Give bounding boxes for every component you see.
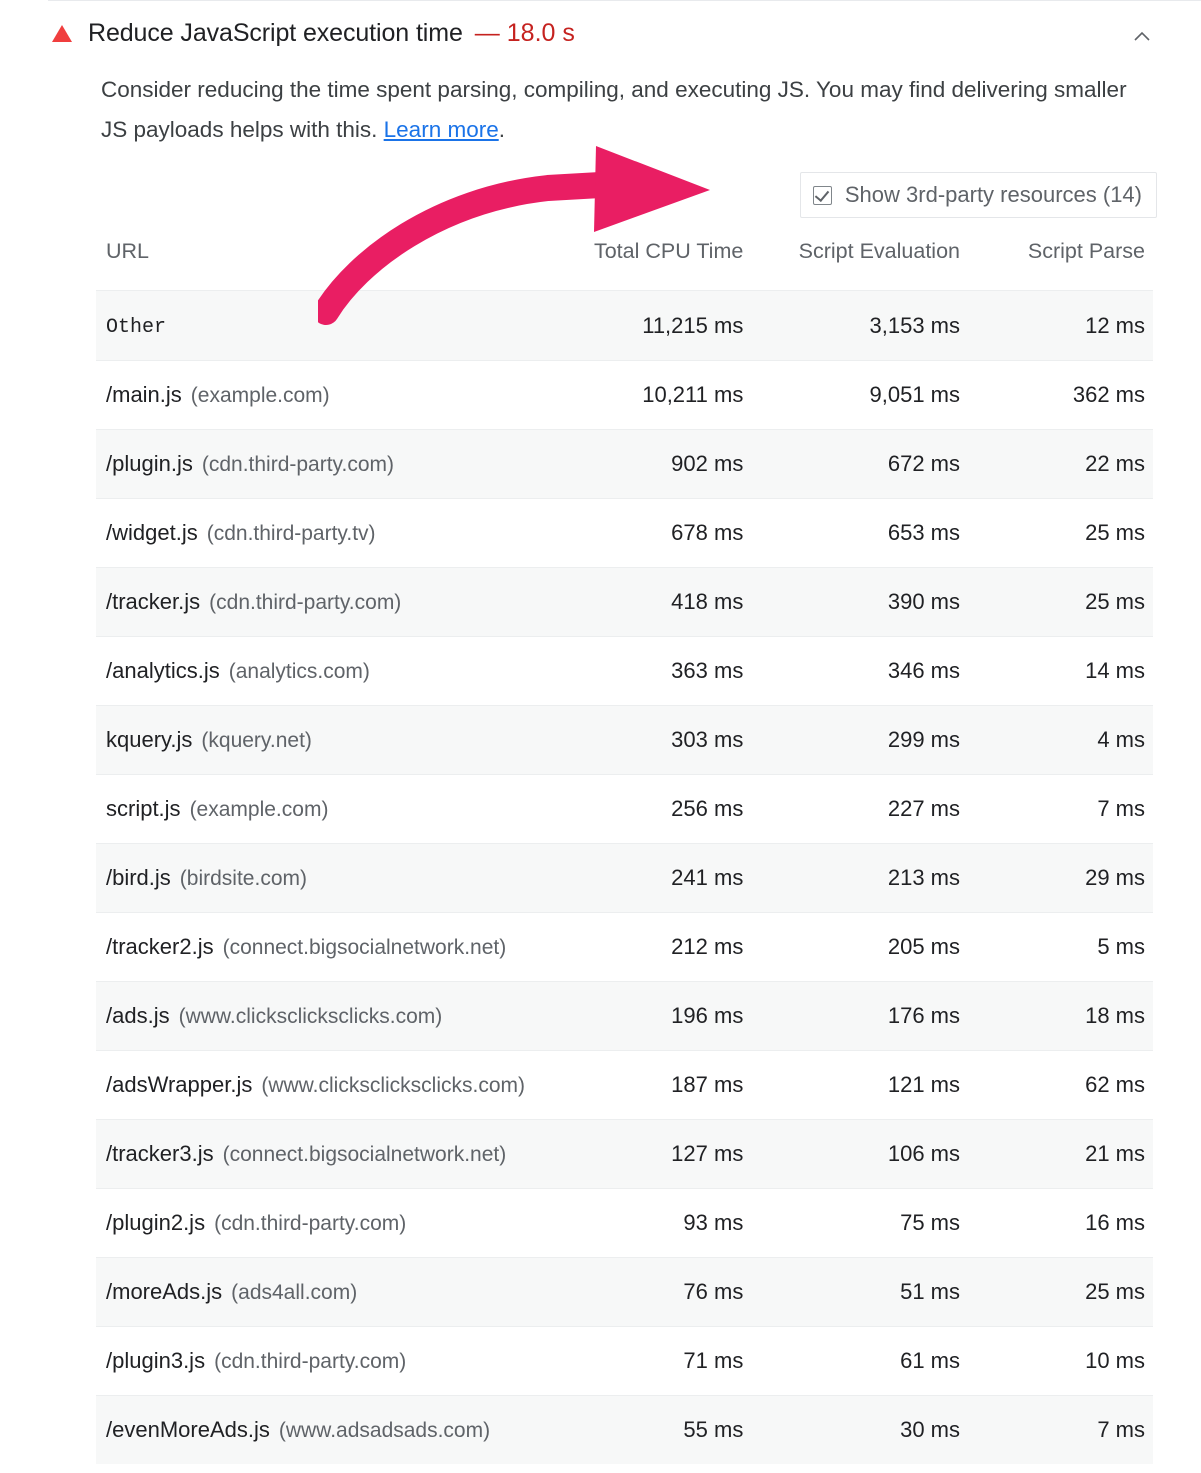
resource-host: (www.adsadsads.com) (278, 1419, 491, 1442)
cpu-table (96, 218, 1153, 1464)
audit-description-text: Consider reducing the time spent parsing, compiling, and executing JS. You may find delivering smaller JS payloads helps with this. (101, 77, 1127, 142)
resource-url: /tracker3.js (106, 1141, 214, 1166)
cell-script-parse: 362 ms (968, 361, 1153, 430)
checkbox-checked-icon[interactable] (813, 186, 832, 205)
cell-total-cpu-time: 76 ms (566, 1258, 751, 1327)
resource-host: (cdn.third-party.com) (209, 591, 402, 614)
resource-host: (connect.bigsocialnetwork.net) (222, 1143, 507, 1166)
table-header-row (96, 218, 1153, 291)
cell-script-evaluation: 299 ms (751, 706, 968, 775)
cell-total-cpu-time: 256 ms (566, 775, 751, 844)
table-row (96, 844, 1153, 913)
audit-dash: — (474, 18, 500, 47)
audit-header[interactable] (0, 0, 1201, 60)
page-title: Reduce JavaScript execution time (88, 19, 463, 47)
cell-url (96, 1258, 566, 1327)
cell-url (96, 1327, 566, 1396)
cell-script-parse: 12 ms (968, 291, 1153, 361)
table-row (96, 775, 1153, 844)
cell-script-parse: 14 ms (968, 637, 1153, 706)
cell-url (96, 1396, 566, 1465)
show-third-party-resources-label: Show 3rd-party resources (14) (844, 182, 1142, 207)
cpu-table-container (0, 218, 1201, 1464)
cell-script-parse: 21 ms (968, 1120, 1153, 1189)
table-row (96, 1396, 1153, 1465)
cell-url (96, 982, 566, 1051)
cell-script-evaluation: 227 ms (751, 775, 968, 844)
cell-total-cpu-time: 10,211 ms (566, 361, 751, 430)
table-row (96, 1258, 1153, 1327)
cell-script-evaluation: 106 ms (751, 1120, 968, 1189)
cell-total-cpu-time: 196 ms (566, 982, 751, 1051)
audit-description (0, 60, 1187, 150)
cell-script-evaluation: 75 ms (751, 1189, 968, 1258)
cell-total-cpu-time: 127 ms (566, 1120, 751, 1189)
cell-script-evaluation: 390 ms (751, 568, 968, 637)
audit-description-period: . (498, 117, 505, 142)
cell-script-parse: 29 ms (968, 844, 1153, 913)
cell-url (96, 706, 566, 775)
cell-total-cpu-time: 71 ms (566, 1327, 751, 1396)
resource-url: /tracker.js (106, 589, 201, 614)
cell-script-parse: 22 ms (968, 430, 1153, 499)
resource-url: /analytics.js (106, 658, 220, 683)
table-row (96, 1189, 1153, 1258)
cell-url (96, 361, 566, 430)
resource-host: (kquery.net) (201, 729, 312, 752)
cell-total-cpu-time: 212 ms (566, 913, 751, 982)
cell-script-evaluation: 346 ms (751, 637, 968, 706)
learn-more-link[interactable]: Learn more (383, 117, 499, 142)
resource-host: (example.com) (189, 798, 329, 821)
cell-total-cpu-time: 303 ms (566, 706, 751, 775)
cell-script-parse: 62 ms (968, 1051, 1153, 1120)
cell-script-evaluation: 653 ms (751, 499, 968, 568)
resource-url: /widget.js (106, 520, 198, 545)
resource-host: (www.clicksclicksclicks.com) (261, 1074, 526, 1097)
table-row (96, 1120, 1153, 1189)
cell-script-evaluation: 121 ms (751, 1051, 968, 1120)
table-row (96, 982, 1153, 1051)
cell-url (96, 291, 566, 361)
resource-host: (cdn.third-party.tv) (206, 522, 376, 545)
resource-host: (www.clicksclicksclicks.com) (178, 1005, 443, 1028)
cell-total-cpu-time: 363 ms (566, 637, 751, 706)
resource-url: /ads.js (106, 1003, 170, 1028)
cell-script-evaluation: 672 ms (751, 430, 968, 499)
resource-url: /tracker2.js (106, 934, 214, 959)
resource-host: (connect.bigsocialnetwork.net) (222, 936, 507, 959)
column-header-script-parse[interactable]: Script Parse (1027, 239, 1145, 263)
resource-url: /evenMoreAds.js (106, 1417, 270, 1442)
cell-url (96, 430, 566, 499)
cell-url (96, 775, 566, 844)
cell-script-parse: 25 ms (968, 1258, 1153, 1327)
cell-total-cpu-time: 187 ms (566, 1051, 751, 1120)
cell-script-parse: 25 ms (968, 568, 1153, 637)
table-row (96, 637, 1153, 706)
resource-host: (cdn.third-party.com) (214, 1212, 407, 1235)
cell-script-parse: 4 ms (968, 706, 1153, 775)
cell-script-evaluation: 213 ms (751, 844, 968, 913)
resource-host: (ads4all.com) (231, 1281, 358, 1304)
cell-url (96, 499, 566, 568)
cell-script-parse: 5 ms (968, 913, 1153, 982)
resource-host: (birdsite.com) (179, 867, 307, 890)
cell-url (96, 1120, 566, 1189)
table-row (96, 430, 1153, 499)
cell-script-evaluation: 61 ms (751, 1327, 968, 1396)
cell-total-cpu-time: 902 ms (566, 430, 751, 499)
cell-url (96, 1189, 566, 1258)
cell-total-cpu-time: 55 ms (566, 1396, 751, 1465)
table-row (96, 1327, 1153, 1396)
cell-script-evaluation: 3,153 ms (751, 291, 968, 361)
audit-metric-value: 18.0 s (506, 18, 575, 47)
column-header-total-cpu-time[interactable]: Total CPU Time (593, 239, 744, 263)
cell-script-evaluation: 176 ms (751, 982, 968, 1051)
resource-url: /adsWrapper.js (106, 1072, 253, 1097)
cell-url (96, 913, 566, 982)
table-row (96, 568, 1153, 637)
cell-url (96, 1051, 566, 1120)
cell-url (96, 568, 566, 637)
cell-script-evaluation: 9,051 ms (751, 361, 968, 430)
cell-script-evaluation: 51 ms (751, 1258, 968, 1327)
chevron-up-icon[interactable] (1131, 26, 1153, 48)
cell-total-cpu-time: 418 ms (566, 568, 751, 637)
cell-total-cpu-time: 678 ms (566, 499, 751, 568)
resource-url: /plugin3.js (106, 1348, 206, 1373)
cell-script-parse: 18 ms (968, 982, 1153, 1051)
cell-url (96, 637, 566, 706)
cell-script-parse: 7 ms (968, 775, 1153, 844)
column-header-script-evaluation[interactable]: Script Evaluation (798, 239, 960, 263)
fail-triangle-icon (52, 25, 72, 42)
table-row (96, 913, 1153, 982)
table-row (96, 706, 1153, 775)
cpu-table-body (96, 291, 1153, 1465)
cell-url (96, 844, 566, 913)
resource-url: /plugin2.js (106, 1210, 206, 1235)
table-row (96, 291, 1153, 361)
table-row (96, 1051, 1153, 1120)
cell-script-parse: 10 ms (968, 1327, 1153, 1396)
resource-url: /bird.js (106, 865, 171, 890)
resource-host: (cdn.third-party.com) (201, 453, 395, 476)
third-party-toggle-row (0, 150, 1201, 218)
resource-url: /main.js (106, 382, 182, 407)
resource-url: kquery.js (106, 727, 193, 752)
resource-url: Other (106, 316, 167, 339)
resource-host: (analytics.com) (228, 660, 370, 683)
cell-script-evaluation: 205 ms (751, 913, 968, 982)
cell-total-cpu-time: 93 ms (566, 1189, 751, 1258)
cell-script-parse: 7 ms (968, 1396, 1153, 1465)
resource-url: script.js (106, 796, 181, 821)
cell-script-evaluation: 30 ms (751, 1396, 968, 1465)
resource-host: (cdn.third-party.com) (214, 1350, 407, 1373)
resource-url: /moreAds.js (106, 1279, 223, 1304)
table-row (96, 361, 1153, 430)
show-third-party-resources-toggle[interactable] (800, 172, 1157, 218)
table-row (96, 499, 1153, 568)
cell-total-cpu-time: 241 ms (566, 844, 751, 913)
cell-total-cpu-time: 11,215 ms (566, 291, 751, 361)
column-header-url[interactable]: URL (106, 239, 150, 263)
resource-host: (example.com) (190, 384, 330, 407)
resource-url: /plugin.js (106, 451, 193, 476)
cell-script-parse: 16 ms (968, 1189, 1153, 1258)
cell-script-parse: 25 ms (968, 499, 1153, 568)
